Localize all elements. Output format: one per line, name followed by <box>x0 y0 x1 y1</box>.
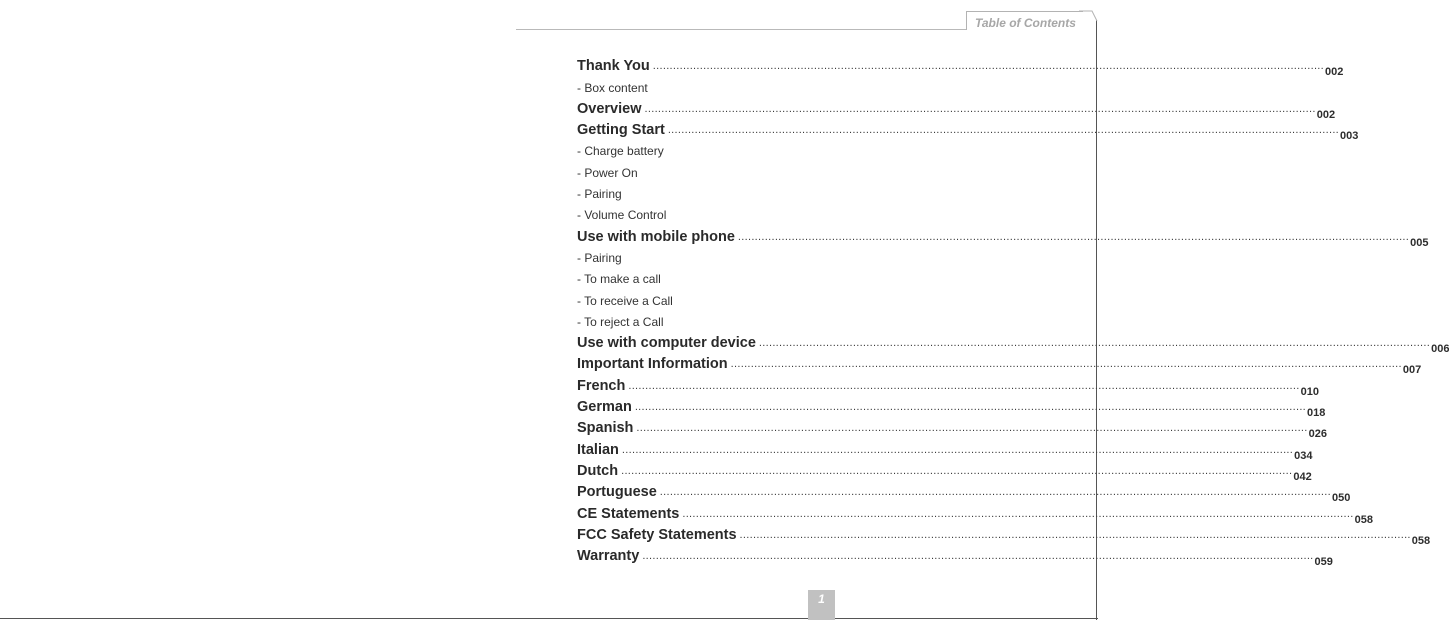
page-bottom-edge <box>0 618 1098 619</box>
toc-entry-label: - Pairing <box>577 187 622 202</box>
toc-entry-label: - Charge battery <box>577 144 664 159</box>
toc-entry-label: - Pairing <box>577 250 622 265</box>
toc-entry-label: - Power On <box>577 165 638 180</box>
toc-page-number: 010 <box>1300 385 1319 398</box>
toc-entry-label: CE Statements <box>577 505 680 522</box>
toc-subentry[interactable] <box>577 182 1067 203</box>
header-rule <box>516 29 968 30</box>
toc-page-number: 026 <box>1308 428 1327 441</box>
toc-entry[interactable] <box>577 395 1326 420</box>
toc-entry[interactable] <box>577 373 1319 398</box>
toc-entry-label: Dutch <box>577 462 619 479</box>
dot-leader: ........................................................................................................................................................................................................ <box>758 337 1431 350</box>
toc-entry-label: Thank You <box>577 58 650 75</box>
dot-leader: ........................................................................................................................................................................................................ <box>652 60 1325 73</box>
toc-entry-label: - To reject a Call <box>577 314 664 329</box>
toc-entry[interactable] <box>577 544 1333 569</box>
toc-page-number: 005 <box>1410 236 1429 249</box>
toc-subentry[interactable] <box>577 267 1067 288</box>
dot-leader: ........................................................................................................................................................................................................ <box>621 464 1293 477</box>
dot-leader: ........................................................................................................................................................................................................ <box>628 379 1300 392</box>
dot-leader: ........................................................................................................................................................................................................ <box>730 358 1402 371</box>
toc-entry-label: German <box>577 399 632 416</box>
toc-page-number: 007 <box>1402 364 1422 377</box>
toc-page-number: 006 <box>1431 343 1449 356</box>
toc-subentry[interactable] <box>577 246 1067 267</box>
dot-leader: ........................................................................................................................................................................................................ <box>667 124 1340 137</box>
toc-page-number: 050 <box>1332 492 1351 505</box>
dot-leader: ........................................................................................................................................................................................................ <box>634 401 1307 414</box>
toc-subentry[interactable] <box>577 288 1067 309</box>
section-title: Table of Contents <box>975 16 1076 30</box>
toc-entry-label: Overview <box>577 100 642 117</box>
toc-page-number: 002 <box>1316 108 1336 121</box>
toc-subentry[interactable] <box>577 75 1067 96</box>
toc-entry-label: Use with mobile phone <box>577 228 735 245</box>
page-number: 1 <box>818 592 825 606</box>
toc-entry-label: Italian <box>577 441 619 458</box>
toc-entry-label: - Volume Control <box>577 208 667 223</box>
toc-entry-label: Getting Start <box>577 122 665 139</box>
toc-entry[interactable] <box>577 118 1359 143</box>
toc-page-number: 058 <box>1411 534 1431 547</box>
toc-entry-label: FCC Safety Statements <box>577 526 737 543</box>
tab-corner-decoration <box>1079 6 1098 22</box>
toc-entry-label: French <box>577 377 626 394</box>
toc-subentry[interactable] <box>577 139 1067 160</box>
dot-leader: ........................................................................................................................................................................................................ <box>642 550 1314 563</box>
toc-page-number: 034 <box>1294 449 1313 462</box>
toc-page-number: 058 <box>1354 513 1373 526</box>
toc-entry[interactable] <box>577 480 1351 505</box>
toc-entry[interactable] <box>577 54 1344 79</box>
toc-entry-label: Use with computer device <box>577 335 756 352</box>
toc-entry-label: Portuguese <box>577 484 657 501</box>
toc-entry[interactable] <box>577 352 1422 377</box>
dot-leader: ........................................................................................................................................................................................................ <box>737 230 1410 243</box>
dot-leader: ........................................................................................................................................................................................................ <box>682 507 1354 520</box>
toc-entry-label: Important Information <box>577 356 728 373</box>
toc-entry-label: - To make a call <box>577 272 661 287</box>
dot-leader: ........................................................................................................................................................................................................ <box>739 528 1411 541</box>
dot-leader: ........................................................................................................................................................................................................ <box>644 102 1316 115</box>
toc-page-number: 003 <box>1340 130 1359 143</box>
toc-entry-label: Spanish <box>577 420 634 437</box>
toc-page-number: 002 <box>1325 66 1344 79</box>
dot-leader: ........................................................................................................................................................................................................ <box>636 422 1308 435</box>
toc-entry-label: - To receive a Call <box>577 293 673 308</box>
toc-subentry[interactable] <box>577 160 1067 181</box>
toc-subentry[interactable] <box>577 203 1067 224</box>
toc-subentry[interactable] <box>577 310 1067 331</box>
toc-entry[interactable] <box>577 224 1429 249</box>
toc-entry[interactable] <box>577 459 1312 483</box>
toc-page-number: 018 <box>1307 407 1326 420</box>
dot-leader: ........................................................................................................................................................................................................ <box>659 486 1331 499</box>
toc-entry[interactable] <box>577 416 1327 441</box>
toc-entry[interactable] <box>577 437 1313 462</box>
toc-entry-label: Warranty <box>577 548 640 565</box>
toc-page-number: 059 <box>1314 556 1333 569</box>
dot-leader: ........................................................................................................................................................................................................ <box>621 443 1294 456</box>
toc-entry[interactable] <box>577 331 1449 356</box>
toc-page-number: 042 <box>1293 470 1312 483</box>
toc-entry[interactable] <box>577 501 1373 526</box>
toc-entry[interactable] <box>577 97 1336 121</box>
toc-entry[interactable] <box>577 523 1431 547</box>
table-of-contents <box>577 54 1449 569</box>
toc-entry-label: - Box content <box>577 80 648 95</box>
